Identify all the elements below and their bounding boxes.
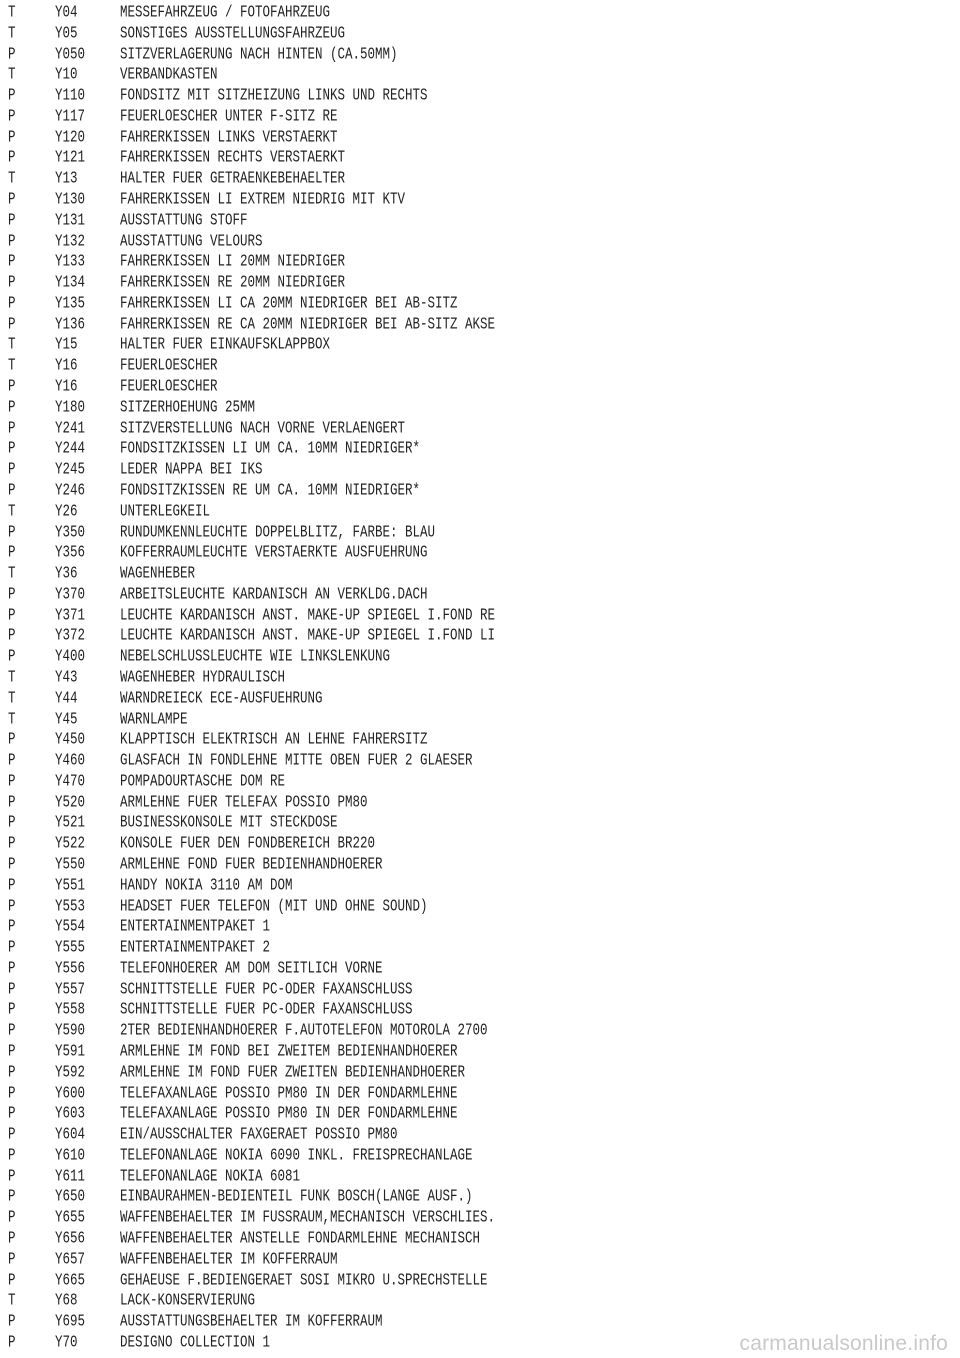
option-code: Y551: [55, 876, 86, 895]
list-item: [0, 854, 900, 875]
list-item: [0, 1062, 900, 1083]
option-description: VERBANDKASTEN: [120, 65, 218, 84]
option-type: T: [8, 24, 16, 43]
option-description: RUNDUMKENNLEUCHTE DOPPELBLITZ, FARBE: BLAU: [120, 522, 436, 541]
option-description: TELEFONANLAGE NOKIA 6081: [120, 1166, 301, 1186]
option-type: P: [8, 896, 16, 916]
option-code: Y590: [55, 1021, 86, 1040]
list-item: [0, 625, 900, 646]
option-code: Y135: [55, 294, 86, 313]
option-code: Y050: [55, 44, 86, 64]
option-code: Y522: [55, 834, 86, 853]
option-type: P: [8, 626, 16, 645]
option-description: KOFFERRAUMLEUCHTE VERSTAERKTE AUSFUEHRUNG: [120, 543, 428, 562]
option-description: EINBAURAHMEN-BEDIENTEIL FUNK BOSCH(LANGE AUSF.): [120, 1187, 473, 1206]
option-description: LEUCHTE KARDANISCH ANST. MAKE-UP SPIEGEL I.FOND RE: [120, 605, 496, 625]
list-item: [0, 293, 900, 314]
option-description: TELEFAXANLAGE POSSIO PM80 IN DER FONDARMLEHNE: [120, 1104, 458, 1123]
option-code: Y120: [55, 127, 86, 147]
option-type: P: [8, 1104, 16, 1123]
option-type: P: [8, 792, 16, 812]
option-type: P: [8, 772, 16, 791]
list-item: [0, 1186, 900, 1207]
list-item: [0, 168, 900, 189]
option-type: P: [8, 647, 16, 666]
option-code: Y450: [55, 730, 86, 749]
option-description: SITZERHOEHUNG 25MM: [120, 398, 256, 417]
option-code: Y656: [55, 1229, 86, 1248]
option-type: P: [8, 273, 16, 292]
option-type: P: [8, 1250, 16, 1269]
list-item: [0, 147, 900, 168]
option-type: T: [8, 169, 16, 188]
option-code: Y665: [55, 1270, 86, 1290]
option-type: P: [8, 979, 16, 999]
list-item: [0, 667, 900, 688]
option-type: P: [8, 876, 16, 895]
option-type: P: [8, 543, 16, 562]
option-code: Y246: [55, 481, 86, 500]
option-code: Y592: [55, 1063, 86, 1082]
option-code: Y130: [55, 190, 86, 209]
option-type: P: [8, 1229, 16, 1248]
option-type: P: [8, 148, 16, 167]
option-description: KONSOLE FUER DEN FONDBEREICH BR220: [120, 834, 376, 853]
option-code: Y356: [55, 543, 86, 562]
option-type: P: [8, 1042, 16, 1061]
option-code: Y591: [55, 1042, 86, 1061]
option-type: P: [8, 813, 16, 832]
option-description: LEUCHTE KARDANISCH ANST. MAKE-UP SPIEGEL I.FOND LI: [120, 626, 496, 645]
list-item: [0, 1207, 900, 1228]
option-description: SCHNITTSTELLE FUER PC-ODER FAXANSCHLUSS: [120, 979, 413, 999]
option-code: Y650: [55, 1187, 86, 1206]
list-item: [0, 1083, 900, 1104]
option-description: ARMLEHNE IM FOND FUER ZWEITEN BEDIENHANDHOERER: [120, 1063, 466, 1082]
option-code: Y05: [55, 24, 78, 43]
list-item: [0, 334, 900, 355]
option-code: Y136: [55, 314, 86, 334]
option-code: Y04: [55, 3, 78, 22]
option-description: DESIGNO COLLECTION 1: [120, 1333, 271, 1352]
option-description: TELEFONANLAGE NOKIA 6090 INKL. FREISPRECHANLAGE: [120, 1146, 473, 1165]
option-type: P: [8, 959, 16, 978]
watermark: carmanualsonline.info: [739, 1332, 948, 1355]
option-type: P: [8, 314, 16, 334]
list-item: [0, 355, 900, 376]
option-code: Y70: [55, 1333, 78, 1352]
option-code: Y132: [55, 231, 86, 251]
list-item: [0, 231, 900, 252]
option-type: P: [8, 190, 16, 209]
list-item: [0, 418, 900, 439]
option-code: Y16: [55, 356, 78, 375]
list-item: [0, 1249, 900, 1270]
list-item: [0, 833, 900, 854]
option-description: SONSTIGES AUSSTELLUNGSFAHRZEUG: [120, 24, 346, 43]
option-type: P: [8, 86, 16, 105]
option-type: T: [8, 65, 16, 84]
option-type: P: [8, 1063, 16, 1082]
list-item: [0, 584, 900, 605]
option-type: P: [8, 127, 16, 147]
list-item: [0, 709, 900, 730]
option-type: P: [8, 439, 16, 458]
list-item: [0, 2, 900, 23]
option-description: ARMLEHNE FUER TELEFAX POSSIO PM80: [120, 792, 368, 812]
option-type: P: [8, 1312, 16, 1331]
option-code: Y110: [55, 86, 86, 105]
option-code: Y131: [55, 211, 86, 230]
option-description: AUSSTATTUNGSBEHAELTER IM KOFFERRAUM: [120, 1312, 383, 1331]
option-type: P: [8, 1021, 16, 1040]
option-code: Y245: [55, 460, 86, 479]
option-code: Y556: [55, 959, 86, 978]
option-type: P: [8, 917, 16, 936]
option-type: P: [8, 44, 16, 64]
list-item: [0, 916, 900, 937]
list-item: [0, 792, 900, 813]
list-item: [0, 272, 900, 293]
list-item: [0, 480, 900, 501]
option-code: Y133: [55, 252, 86, 271]
option-code: Y36: [55, 564, 78, 583]
option-type: P: [8, 938, 16, 957]
option-description: WAFFENBEHAELTER ANSTELLE FONDARMLEHNE MECHANISCH: [120, 1229, 481, 1248]
option-type: P: [8, 481, 16, 500]
option-code: Y68: [55, 1291, 78, 1310]
list-item: [0, 397, 900, 418]
list-item: [0, 189, 900, 210]
option-code: Y600: [55, 1083, 86, 1103]
option-code: Y26: [55, 502, 78, 521]
option-type: P: [8, 522, 16, 541]
list-item: [0, 1145, 900, 1166]
option-code: Y43: [55, 668, 78, 687]
list-item: [0, 64, 900, 85]
option-description: EIN/AUSSCHALTER FAXGERAET POSSIO PM80: [120, 1125, 398, 1144]
option-code: Y134: [55, 273, 86, 292]
list-item: [0, 106, 900, 127]
list-item: [0, 1124, 900, 1145]
option-type: T: [8, 709, 16, 729]
option-code: Y371: [55, 605, 86, 625]
option-description: WAFFENBEHAELTER IM FUSSRAUM,MECHANISCH VERSCHLIES.: [120, 1208, 496, 1227]
option-code: Y45: [55, 709, 78, 729]
list-item: [0, 875, 900, 896]
option-description: FAHRERKISSEN LI EXTREM NIEDRIG MIT KTV: [120, 190, 406, 209]
option-type: P: [8, 107, 16, 126]
option-type: P: [8, 1166, 16, 1186]
option-description: 2TER BEDIENHANDHOERER F.AUTOTELEFON MOTOROLA 2700: [120, 1021, 488, 1040]
list-item: [0, 23, 900, 44]
list-item: [0, 376, 900, 397]
list-item: [0, 501, 900, 522]
option-description: HANDY NOKIA 3110 AM DOM: [120, 876, 293, 895]
option-code: Y655: [55, 1208, 86, 1227]
list-item: [0, 563, 900, 584]
list-item: [0, 1041, 900, 1062]
option-description: NEBELSCHLUSSLEUCHTE WIE LINKSLENKUNG: [120, 647, 391, 666]
option-description: ARMLEHNE FOND FUER BEDIENHANDHOERER: [120, 855, 383, 874]
option-description: HALTER FUER EINKAUFSKLAPPBOX: [120, 335, 331, 354]
option-description: ENTERTAINMENTPAKET 2: [120, 938, 271, 957]
list-item: [0, 1103, 900, 1124]
option-type: T: [8, 668, 16, 687]
list-item: [0, 688, 900, 709]
option-code: Y13: [55, 169, 78, 188]
option-type: T: [8, 1291, 16, 1310]
option-code: Y611: [55, 1166, 86, 1186]
list-item: [0, 999, 900, 1020]
option-description: FAHRERKISSEN LINKS VERSTAERKT: [120, 127, 338, 147]
option-type: P: [8, 1146, 16, 1165]
list-item: [0, 937, 900, 958]
option-code: Y180: [55, 398, 86, 417]
list-item: [0, 251, 900, 272]
option-type: P: [8, 751, 16, 770]
option-type: P: [8, 855, 16, 874]
option-description: FEUERLOESCHER: [120, 356, 218, 375]
option-description: ARMLEHNE IM FOND BEI ZWEITEM BEDIENHANDHOERER: [120, 1042, 458, 1061]
option-description: SITZVERLAGERUNG NACH HINTEN (CA.50MM): [120, 44, 398, 64]
option-description: ARBEITSLEUCHTE KARDANISCH AN VERKLDG.DACH: [120, 585, 428, 604]
option-code: Y550: [55, 855, 86, 874]
list-item: [0, 958, 900, 979]
option-description: GLASFACH IN FONDLEHNE MITTE OBEN FUER 2 GLAESER: [120, 751, 473, 770]
option-type: P: [8, 1000, 16, 1019]
option-description: LEDER NAPPA BEI IKS: [120, 460, 263, 479]
option-code: Y400: [55, 647, 86, 666]
option-code: Y244: [55, 439, 86, 458]
list-item: [0, 1228, 900, 1249]
option-code: Y521: [55, 813, 86, 832]
option-description: AUSSTATTUNG VELOURS: [120, 231, 263, 251]
list-item: [0, 605, 900, 626]
option-type: P: [8, 605, 16, 625]
option-code: Y558: [55, 1000, 86, 1019]
list-item: [0, 522, 900, 543]
list-item: [0, 812, 900, 833]
option-type: T: [8, 3, 16, 22]
option-code: Y117: [55, 107, 86, 126]
list-item: [0, 44, 900, 65]
option-description: FAHRERKISSEN LI 20MM NIEDRIGER: [120, 252, 346, 271]
option-type: P: [8, 460, 16, 479]
option-code: Y554: [55, 917, 86, 936]
option-description: FONDSITZKISSEN LI UM CA. 10MM NIEDRIGER*: [120, 439, 421, 458]
list-item: [0, 542, 900, 563]
option-description: FONDSITZKISSEN RE UM CA. 10MM NIEDRIGER*: [120, 481, 421, 500]
option-description: MESSEFAHRZEUG / FOTOFAHRZEUG: [120, 3, 331, 22]
option-code: Y370: [55, 585, 86, 604]
option-code: Y603: [55, 1104, 86, 1123]
option-description: HEADSET FUER TELEFON (MIT UND OHNE SOUND): [120, 896, 428, 916]
option-code: Y372: [55, 626, 86, 645]
option-code: Y44: [55, 689, 78, 708]
option-type: T: [8, 689, 16, 708]
option-type: P: [8, 1333, 16, 1352]
option-description: WARNLAMPE: [120, 709, 188, 729]
option-description: FEUERLOESCHER: [120, 377, 218, 396]
option-code: Y121: [55, 148, 86, 167]
option-description: HALTER FUER GETRAENKEBEHAELTER: [120, 169, 346, 188]
option-type: T: [8, 564, 16, 583]
option-description: FAHRERKISSEN RE CA 20MM NIEDRIGER BEI AB-SITZ AKSE: [120, 314, 496, 334]
option-description: WAGENHEBER HYDRAULISCH: [120, 668, 286, 687]
option-code: Y555: [55, 938, 86, 957]
option-code: Y10: [55, 65, 78, 84]
option-description: GEHAEUSE F.BEDIENGERAET SOSI MIKRO U.SPRECHSTELLE: [120, 1270, 488, 1290]
option-description: SITZVERSTELLUNG NACH VORNE VERLAENGERT: [120, 418, 406, 438]
option-type: P: [8, 1083, 16, 1103]
option-type: P: [8, 1270, 16, 1290]
option-description: FAHRERKISSEN RECHTS VERSTAERKT: [120, 148, 346, 167]
list-item: [0, 1020, 900, 1041]
option-description: UNTERLEGKEIL: [120, 502, 211, 521]
list-item: [0, 314, 900, 335]
option-type: P: [8, 377, 16, 396]
option-type: P: [8, 1125, 16, 1144]
option-code: Y15: [55, 335, 78, 354]
option-description: FONDSITZ MIT SITZHEIZUNG LINKS UND RECHTS: [120, 86, 428, 105]
list-item: [0, 459, 900, 480]
option-description: LACK-KONSERVIERUNG: [120, 1291, 256, 1310]
option-description: SCHNITTSTELLE FUER PC-ODER FAXANSCHLUSS: [120, 1000, 413, 1019]
option-type: P: [8, 294, 16, 313]
option-code: Y557: [55, 979, 86, 999]
option-description: TELEFONHOERER AM DOM SEITLICH VORNE: [120, 959, 383, 978]
list-item: [0, 438, 900, 459]
option-description: KLAPPTISCH ELEKTRISCH AN LEHNE FAHRERSITZ: [120, 730, 428, 749]
option-description: TELEFAXANLAGE POSSIO PM80 IN DER FONDARMLEHNE: [120, 1083, 458, 1103]
option-code: Y460: [55, 751, 86, 770]
list-item: [0, 85, 900, 106]
option-type: T: [8, 335, 16, 354]
option-code: Y695: [55, 1312, 86, 1331]
option-type: P: [8, 1187, 16, 1206]
list-item: [0, 771, 900, 792]
option-code: Y16: [55, 377, 78, 396]
option-description: POMPADOURTASCHE DOM RE: [120, 772, 286, 791]
option-description: BUSINESSKONSOLE MIT STECKDOSE: [120, 813, 338, 832]
list-item: [0, 1311, 900, 1332]
option-code: Y553: [55, 896, 86, 916]
option-code: Y241: [55, 418, 86, 438]
option-type: P: [8, 585, 16, 604]
option-description: AUSSTATTUNG STOFF: [120, 211, 248, 230]
option-description: ENTERTAINMENTPAKET 1: [120, 917, 271, 936]
option-type: P: [8, 231, 16, 251]
list-item: [0, 750, 900, 771]
option-description: FEUERLOESCHER UNTER F-SITZ RE: [120, 107, 338, 126]
option-type: P: [8, 418, 16, 438]
option-type: P: [8, 730, 16, 749]
option-description: WARNDREIECK ECE-AUSFUEHRUNG: [120, 689, 323, 708]
option-type: P: [8, 1208, 16, 1227]
option-code: Y350: [55, 522, 86, 541]
list-item: [0, 896, 900, 917]
list-item: [0, 979, 900, 1000]
option-description: WAGENHEBER: [120, 564, 196, 583]
option-description: FAHRERKISSEN LI CA 20MM NIEDRIGER BEI AB-SITZ: [120, 294, 458, 313]
list-item: [0, 646, 900, 667]
list-item: [0, 1166, 900, 1187]
option-type: T: [8, 502, 16, 521]
option-code: Y610: [55, 1146, 86, 1165]
list-item: [0, 127, 900, 148]
option-description: WAFFENBEHAELTER IM KOFFERRAUM: [120, 1250, 338, 1269]
list-item: [0, 1270, 900, 1291]
option-code: Y470: [55, 772, 86, 791]
list-item: [0, 1290, 900, 1311]
option-type: P: [8, 252, 16, 271]
option-description: FAHRERKISSEN RE 20MM NIEDRIGER: [120, 273, 346, 292]
option-type: T: [8, 356, 16, 375]
option-code: Y604: [55, 1125, 86, 1144]
list-item: [0, 210, 900, 231]
option-code: Y520: [55, 792, 86, 812]
option-type: P: [8, 211, 16, 230]
list-item: [0, 729, 900, 750]
option-type: P: [8, 398, 16, 417]
option-code: Y657: [55, 1250, 86, 1269]
option-type: P: [8, 834, 16, 853]
